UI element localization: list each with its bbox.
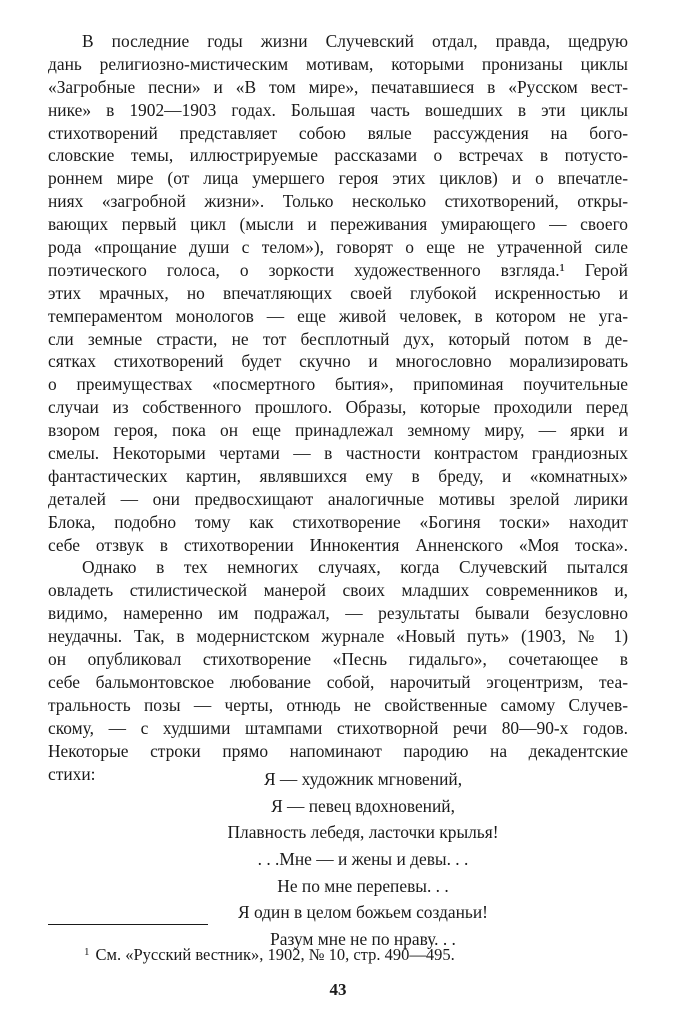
verse-line: Разум мне не по нраву. . . xyxy=(270,929,456,950)
text-line: сятках стихотворений будет скучно и многословно морализировать xyxy=(48,351,628,372)
text-line: деталей — они предвосхищают аналогичные мотивы зрелой лирики xyxy=(48,488,628,509)
verse-line: Я — художник мгновений, xyxy=(263,769,463,789)
text-line: о преимуществах «посмертного бытия», припоминая поучительные xyxy=(48,374,628,395)
text-line: поэтического голоса, о зоркости художественного взгляда.¹ Герой xyxy=(48,259,628,280)
text-line: Однако в тех немногих случаях, когда Случевский пытался xyxy=(82,557,628,578)
text-line: дань религиозно-мистическим мотивам, которыми пронизаны циклы xyxy=(48,53,628,74)
book-page xyxy=(48,30,628,999)
text-line: тральность позы — черты, отнюдь не свойственные самому Случев- xyxy=(48,694,628,715)
text-line: он опубликовал стихотворение «Песнь гидальго», сочетающее в xyxy=(48,649,628,670)
text-line: словские темы, иллюстрируемые рассказами о встречах в потусто- xyxy=(48,145,628,166)
text-line: скому, — с худшими штампами стихотворной речи 80—90-х годов. xyxy=(48,717,628,738)
verse-line: Не по мне перепевы. . . xyxy=(277,875,449,896)
text-line: себе бальмонтовское любование собой, нарочитый эгоцентризм, теа- xyxy=(48,671,628,692)
text-line: неудачны. Так, в модернистском журнале «Новый путь» (1903, № 1) xyxy=(48,626,628,647)
text-line: фантастических картин, являвшихся ему в бреду, и «комнатных» xyxy=(48,465,628,486)
text-line: темпераментом монологов — еще живой человек, в котором не уга- xyxy=(48,305,628,326)
text-line: рода «прощание души с телом»), говорят о еще не утраченной силе xyxy=(48,237,628,258)
verse-line: Плавность лебедя, ласточки крылья! xyxy=(227,822,499,843)
text-line: смелы. Некоторыми чертами — в частности контрастом грандиозных xyxy=(48,443,628,464)
footnote xyxy=(84,941,455,966)
text-line: видимо, намеренно им подражал, — результаты бывали безусловно xyxy=(48,603,628,624)
footnote-divider xyxy=(48,924,208,925)
paragraph-2 xyxy=(48,556,628,785)
text-line: ниях «загробной жизни». Только несколько стихотворений, откры- xyxy=(48,191,628,212)
text-line: роннем мире (от лица умершего героя этих циклов) и о впечатле- xyxy=(48,168,628,189)
text-line: стихи: xyxy=(48,763,96,784)
text-line: Блока, подобно тому как стихотворение «Богиня тоски» находит xyxy=(48,511,628,532)
text-line: «Загробные песни» и «В том мире», печатавшиеся в «Русском вест- xyxy=(48,76,628,97)
text-line: овладеть стилистической манерой своих младших современников и, xyxy=(48,580,628,601)
text-line: этих мрачных, но впечатляющих своей глубокой искренностью и xyxy=(48,282,628,303)
text-line: нике» в 1902—1903 годах. Большая часть вошедших в эти циклы xyxy=(48,99,628,120)
text-line: стихотворений представляет собою вялые рассуждения на бого- xyxy=(48,122,628,143)
verse-line: . . .Мне — и жены и девы. . . xyxy=(257,849,469,870)
text-line: В последние годы жизни Случевский отдал, правда, щедрую xyxy=(82,31,628,51)
page-number: 43 xyxy=(329,980,347,999)
text-line: сли земные страсти, не тот бесплотный дух, который потом в де- xyxy=(48,328,628,349)
verse-line: Я — певец вдохновений, xyxy=(271,795,455,816)
text-line: взором героя, пока он еще принадлежал земному миру, — ярки и xyxy=(48,420,628,441)
verse-line: Я один в целом божьем созданьи! xyxy=(238,902,488,923)
paragraph-1 xyxy=(48,30,628,556)
text-line: Некоторые строки прямо напоминают пародию на декадентские xyxy=(48,740,628,761)
text-line: себе отзвук в стихотворении Иннокентия Анненского «Моя тоска». xyxy=(48,534,628,555)
text-line: вающих первый цикл (мысли и переживания умирающего — своего xyxy=(48,214,628,235)
footnote-text: См. «Русский вестник», 1902, № 10, стр. 490—495. xyxy=(95,945,455,964)
text-line: случаи из собственного прошлого. Образы, которые проходили перед xyxy=(48,397,628,418)
footnote-marker: 1 xyxy=(84,946,90,958)
